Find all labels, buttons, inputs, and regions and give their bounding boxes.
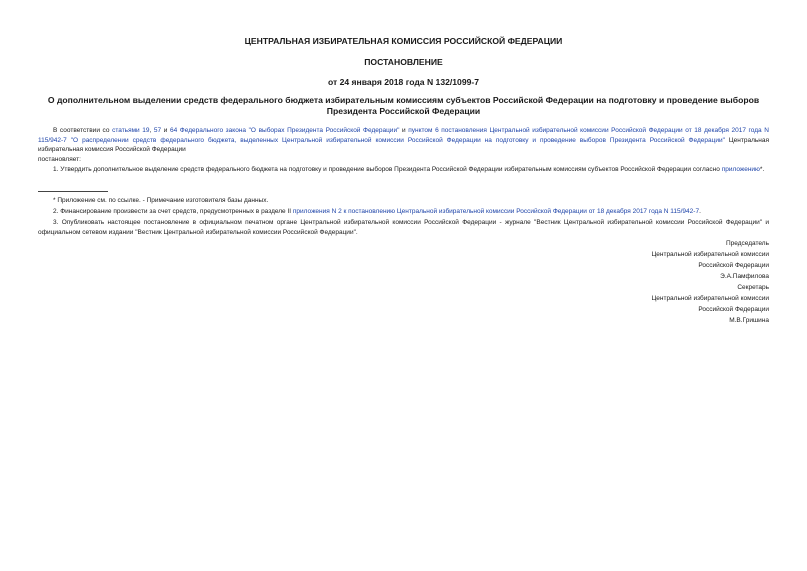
signature-chairman-title: Председатель	[725, 240, 769, 247]
signature-chairman-country: Российской Федерации	[698, 262, 769, 269]
document-date-number: от 24 января 2018 года N 132/1099-7	[327, 77, 480, 87]
item-2-paragraph	[38, 207, 769, 217]
link-article-19[interactable]: статьями 19	[112, 127, 150, 134]
item-1-text: 1. Утвердить дополнительное выделение средств федерального бюджета на подготовку и проведение выборов Президента Российской Федерации избирательным комиссиям субъектов Российской Федерации согласно	[53, 166, 722, 173]
document-page	[38, 0, 769, 571]
item-2-suffix: .	[699, 208, 701, 215]
preamble-text: ,	[149, 127, 154, 134]
item-3-paragraph: 3. Опубликовать настоящее постановление в официальном печатном органе Центральной избирательной комиссии Российской Федерации - журнале "Вестник Центральной избирательной комиссии Российской Федерации" и официальном сетевом издании "Вестник Центральной избирательной комиссии Российской Федерации".	[38, 219, 769, 236]
signature-secretary-country: Российской Федерации	[698, 306, 769, 313]
signature-chairman-org: Центральной избирательной комиссии	[651, 251, 769, 258]
document-type: ПОСТАНОВЛЕНИЕ	[364, 57, 443, 67]
preamble-paragraph	[38, 126, 769, 155]
link-appendix[interactable]: приложению	[721, 166, 760, 173]
preamble-text: и	[399, 127, 409, 134]
preamble-text: В соответствии со	[53, 127, 113, 134]
signature-secretary-name: М.В.Гришина	[729, 317, 769, 324]
signature-secretary-title: Секретарь	[737, 284, 769, 291]
link-resolution-point-6[interactable]: пунктом 6 постановления Центральной избирательной комиссии Российской Федерации от 18 декабря 2017 года N 115/942-7 "О распределении средств федерального бюджета, выделенных Центральной избирательной комиссии Российской Федерации на подготовку и проведение выборов Президента Российской Федерации"	[38, 127, 769, 144]
item-1-suffix: *.	[759, 166, 765, 173]
signature-secretary-org: Центральной избирательной комиссии	[651, 295, 769, 302]
preamble-text: Центральная избирательная комиссия Российской Федерации	[38, 136, 769, 154]
document-title: О дополнительном выделении средств федерального бюджета избирательным комиссиям субъектов Российской Федерации на подготовку и проведение выборов Президента Российской Федерации	[47, 95, 760, 116]
link-article-57[interactable]: 57	[153, 127, 162, 134]
preamble-text: и	[161, 127, 170, 134]
footnote: * Приложение см. по ссылке. - Примечание изготовителя базы данных.	[53, 197, 269, 204]
issuing-authority: ЦЕНТРАЛЬНАЯ ИЗБИРАТЕЛЬНАЯ КОМИССИЯ РОССИЙСКОЙ ФЕДЕРАЦИИ	[244, 36, 563, 46]
item-1-paragraph	[38, 165, 769, 175]
footnote-divider	[38, 191, 108, 192]
resolves-label: постановляет:	[38, 156, 81, 163]
item-2-text: 2. Финансирование произвести за счет средств, предусмотренных в разделе II	[53, 208, 293, 215]
link-appendix-2[interactable]: приложения N 2 к постановлению Центральной избирательной комиссии Российской Федерации от 18 декабря 2017 года N 115/942-7	[292, 208, 700, 215]
link-federal-law[interactable]: 64 Федерального закона "О выборах Президента Российской Федерации"	[169, 127, 400, 134]
signature-chairman-name: Э.А.Памфилова	[720, 273, 769, 280]
